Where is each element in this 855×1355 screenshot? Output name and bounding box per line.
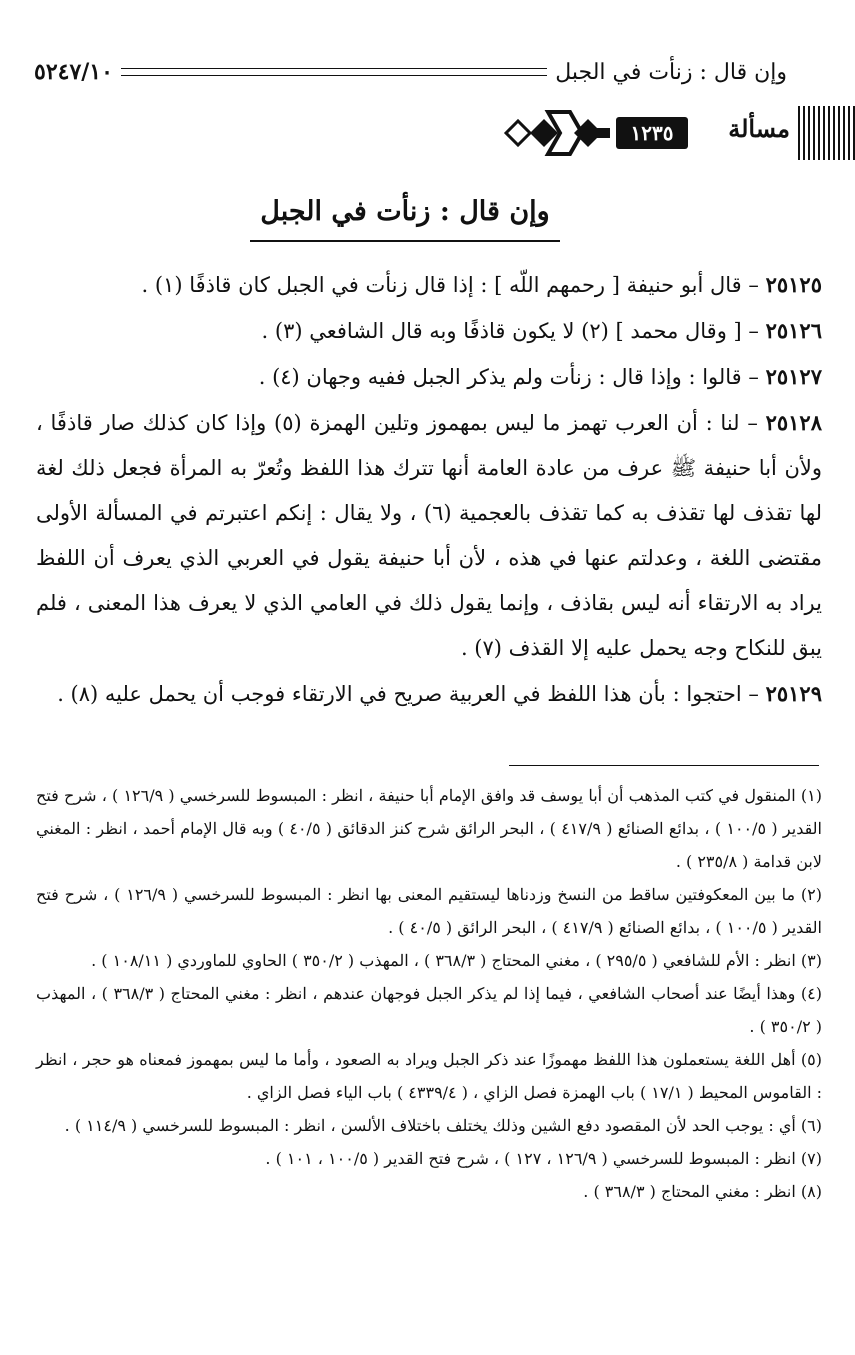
page-number: ٥٢٤٧/١٠: [34, 59, 113, 85]
masala-label: مسألة: [728, 114, 790, 143]
paragraph-text: – [ وقال محمد ] (٢) لا يكون قاذفًا وبه قال الشافعي (٣) .: [261, 319, 759, 343]
paragraph-number: ٢٥١٢٩: [765, 681, 822, 706]
paragraph-25128: [36, 400, 822, 671]
footnote-4: (٤) وهذا أيضًا عند أصحاب الشافعي ، فيما إذا لم يذكر الجبل فوجهان عندهم ، انظر : مغني المحتاج ( ٣٦٨/٣ ) ، المهذب ( ٣٥٠/٢ ) .: [36, 984, 822, 1036]
running-title: وإن قال : زنأت في الجبل: [555, 59, 787, 85]
footnote-2: (٢) ما بين المعكوفتين ساقط من النسخ وزدناها ليستقيم المعنى بها انظر : المبسوط للسرخسي ( ١٢٦/٩ ) ، شرح فتح القدير ( ١٠٠/٥ ) ، بدائع الصنائع ( ٤١٧/٩ ) ، البحر الرائق ( ٤٠/٥ ) .: [36, 885, 822, 937]
masala-number-box: [616, 117, 688, 149]
paragraph-25126: [36, 308, 822, 354]
header-rule: [121, 68, 547, 76]
footnote-1: (١) المنقول في كتب المذهب أن أبا يوسف قد وافق الإمام أبا حنيفة ، انظر : المبسوط للسرخسي ( ١٢٦/٩ ) ، شرح فتح القدير ( ١٠٠/٥ ) ، بدائع الصنائع ( ٤١٧/٩ ) ، البحر الرائق شرح كنز الدقائق ( ٤٠/٥ ) وبه قال الإمام أحمد ، انظر : المغني لابن قدامة ( ٢٣٥/٨ ) .: [36, 786, 823, 871]
masala-number: ١٢٣٥: [630, 121, 674, 145]
running-header: [34, 52, 787, 92]
paragraph-text: – قال أبو حنيفة [ رحمهم اللّه ] : إذا قال زنأت في الجبل كان قاذفًا (١) .: [141, 273, 759, 297]
footnote-8: (٨) انظر : مغني المحتاج ( ٣٦٨/٣ ) .: [583, 1182, 822, 1201]
chapter-title-block: [250, 190, 560, 242]
footnote-7: (٧) انظر : المبسوط للسرخسي ( ١٢٦/٩ ، ١٢٧ ) ، شرح فتح القدير ( ١٠٠/٥ ، ١٠١ ) .: [265, 1149, 822, 1168]
paragraph-text: – احتجوا : بأن هذا اللفظ في العربية صريح في الارتقاء فوجب أن يحمل عليه (٨) .: [57, 682, 759, 706]
paragraph-number: ٢٥١٢٥: [765, 272, 822, 297]
chapter-title: وإن قال : زنأت في الجبل: [260, 196, 550, 227]
paragraph-number: ٢٥١٢٨: [765, 410, 822, 435]
paragraph-25125: [36, 262, 822, 308]
paragraph-text: – قالوا : وإذا قال : زنأت ولم يذكر الجبل ففيه وجهان (٤) .: [258, 365, 759, 389]
footnote-divider: [509, 765, 819, 766]
paragraph-25129: [36, 671, 822, 717]
paragraph-text: – لنا : أن العرب تهمز ما ليس بمهموز وتلين الهمزة (٥) وإذا كان كذلك صار قاذفًا ، ولأن أبا حنيفة ﷺ عرف من عادة العامة أنها تترك هذا اللفظ وتُعرّ به المرأة فجعل ذلك لغة لها تقذف لها تقذف به كما تقذف بالعجمية (٦) ، ولا يقال : إنكم اعتبرتم في المسألة الأولى مقتضى اللغة ، وعدلتم عنها في هذه ، لأن أبا حنيفة يقول في العربي الذي يعرف أن اللفظ يراد به الارتقاء أنه ليس بقاذف ، وإنما يقول ذلك في العامي الذي لا يعرف هذا المعنى ، فلم يبق للنكاح وجه يحمل عليه إلا القذف (٧) .: [36, 411, 822, 660]
footnote-6: (٦) أي : يوجب الحد لأن المقصود دفع الشين وذلك يختلف باختلاف الألسن ، انظر : المبسوط للسرخسي ( ١١٤/٩ ) .: [64, 1116, 822, 1135]
footnote-5: (٥) أهل اللغة يستعملون هذا اللفظ مهموزًا عند ذكر الجبل ويراد به الصعود ، وأما ما ليس بمهموز فمعناه هو حجر ، انظر : القاموس المحيط ( ١٧/١ ) باب الهمزة فصل الزاي ، ( ٤٣٣٩/٤ ) باب الياء فصل الزاي .: [36, 1050, 822, 1102]
paragraph-number: ٢٥١٢٦: [765, 318, 822, 343]
footnote-3: (٣) انظر : الأم للشافعي ( ٢٩٥/٥ ) ، مغني المحتاج ( ٣٦٨/٣ ) ، المهذب ( ٣٥٠/٢ ) الحاوي للماوردي ( ١٠٨/١١ ) .: [91, 951, 822, 970]
ornament-icon: [500, 106, 610, 160]
paragraph-number: ٢٥١٢٧: [765, 364, 822, 389]
body-text: [36, 262, 822, 717]
paragraph-25127: [36, 354, 822, 400]
banner-stripes: [798, 106, 855, 160]
masala-banner: [500, 106, 855, 160]
footnotes: [36, 779, 822, 1208]
